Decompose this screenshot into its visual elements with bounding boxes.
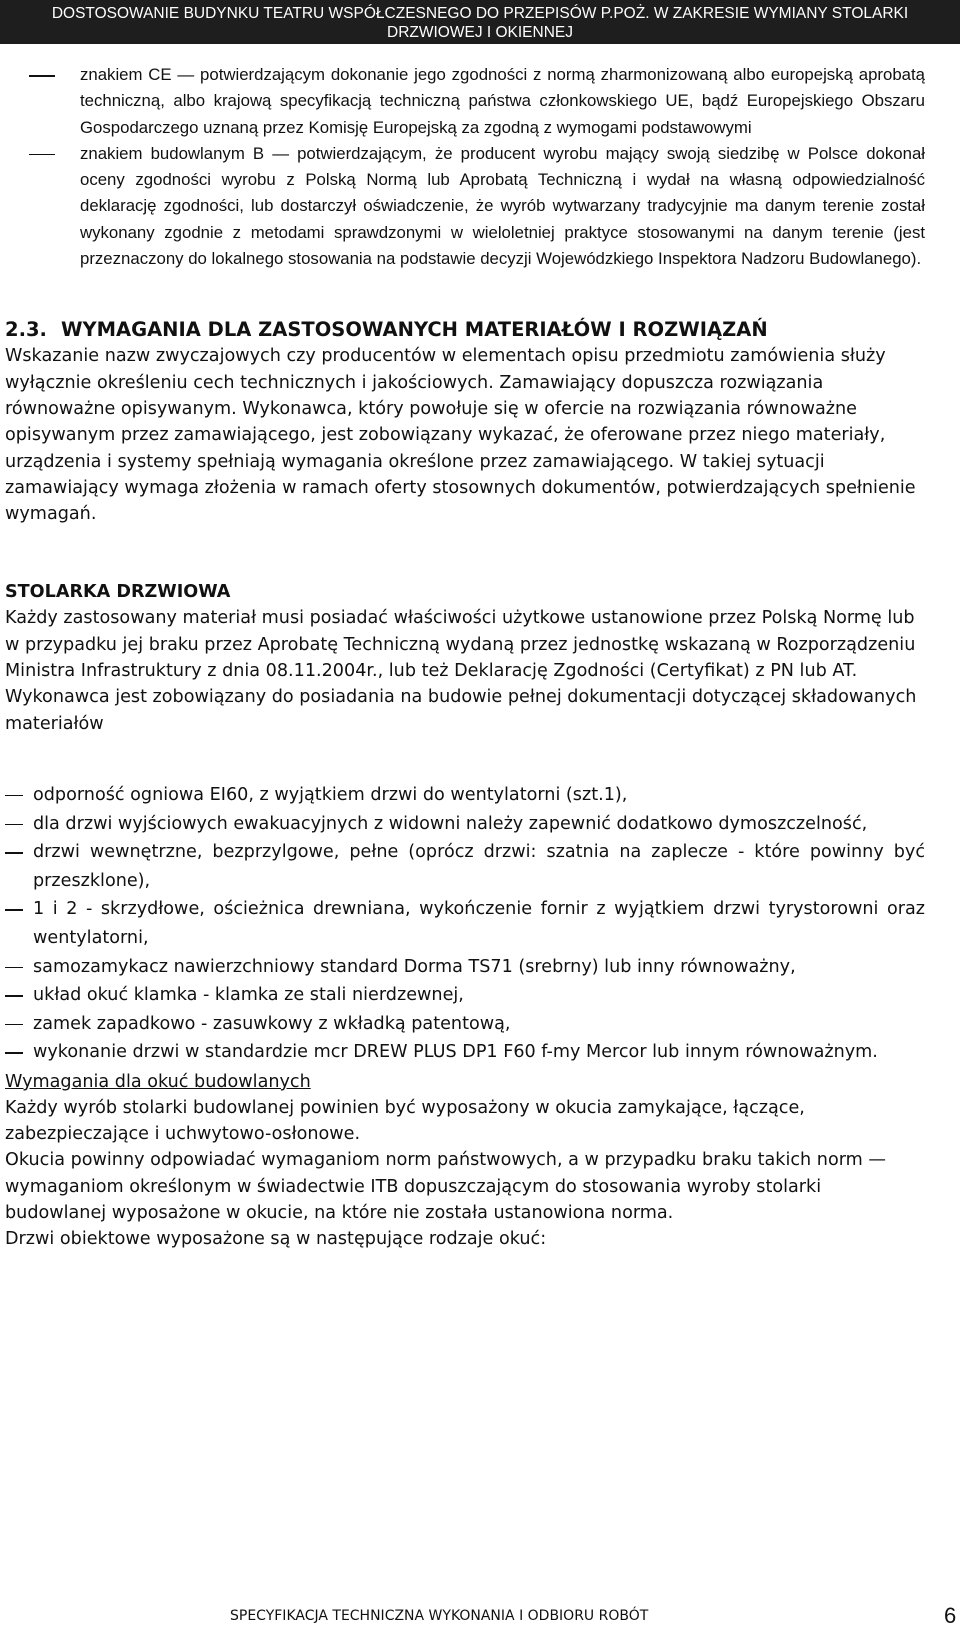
list-item-text: drzwi wewnętrzne, bezprzylgowe, pełne (oprócz drzwi: szatnia na zaplecze - które powinny być przeszklone), [33,842,925,891]
list-item-text: układ okuć klamka - klamka ze stali nierdzewnej, [33,985,464,1006]
okucia-paragraph-3: Drzwi obiektowe wyposażone są w następujące rodzaje okuć: [5,1229,547,1250]
footer-title: SPECYFIKACJA TECHNICZNA WYKONANIA I ODBIORU ROBÓT [230,1608,649,1624]
dash-bullet-icon [5,967,23,969]
okucia-paragraph-2: Okucia powinny odpowiadać wymaganiom norm państwowych, a w przypadku braku takich norm — wymaganiom określonym w świadectwie ITB dopuszczającym do stosowania wyroby stolarki budowlanej wyposażone w okucie, na które nie została ustanowiona norma. [5,1150,886,1224]
stolarka-paragraph-1: Każdy zastosowany materiał musi posiadać właściwości użytkowe ustanowione przez Polską Normę lub w przypadku jej braku przez Aprobatę Techniczną wydaną przez jednostkę wskazaną w Rozporządzeniu Ministra Infrastruktury z dnia 08.11.2004r., lub też Deklarację Zgodności (Certyfikat) z PN lub AT. [5,608,916,682]
list-item-text: dla drzwi wyjściowych ewakuacyjnych z widowni należy zapewnić dodatkowo dymoszczelność, [33,813,868,834]
stolarka-paragraph-2: Wykonawca jest zobowiązany do posiadania na budowie pełnej dokumentacji dotyczącej składowanych materiałów [5,687,917,734]
list-item [5,838,925,895]
dash-bullet-icon [5,795,23,797]
list-item-text: znakiem CE — potwierdzającym dokonanie jego zgodności z normą zharmonizowaną albo europejską aprobatą techniczną, albo krajową specyfikacją techniczną państwa członkowskiego UE, bądź Europejskiego Obszaru Gospodarczego uznaną przez Komisję Europejską za zgodną z wymogami podstawowymi [80,65,925,137]
list-item [5,141,925,272]
list-item-text: wykonanie drzwi w standardzie mcr DREW PLUS DP1 F60 f-my Mercor lub innym równoważnym. [33,1042,878,1063]
list-item [5,895,925,952]
list-item [5,1038,925,1067]
dash-bullet-icon [5,824,23,826]
page-number: 6 [944,1603,957,1628]
dash-bullet-icon [5,1052,23,1054]
dash-bullet-icon [29,75,55,77]
section-paragraph: Wskazanie nazw zwyczajowych czy producentów w elementach opisu przedmiotu zamówienia służy wyłącznie określeniu cech technicznych i jakościowych. Zamawiający dopuszcza rozwiązania równoważne opisywanym. Wykonawca, który powołuje się w ofercie na rozwiązania równoważne opisywanym przez zamawiającego, jest zobowiązany wykazać, że oferowane przez niego materiały, urządzenia i systemy spełniają wymagania określone przez zamawiającego. W takiej sytuacji zamawiający wymaga złożenia w ramach oferty stosownych dokumentów, potwierdzających spełnienie wymagań. [5,346,916,525]
page-content [5,62,925,1253]
document-header [0,0,960,44]
list-item [5,62,925,141]
header-line-2: DRZWIOWEJ I OKIENNEJ [387,24,573,41]
okucia-paragraph-1: Każdy wyrób stolarki budowlanej powinien być wyposażony w okucia zamykające, łączące, zabezpieczające i uchwytowo-osłonowe. [5,1097,805,1145]
section-heading [5,317,925,343]
door-requirements-list [5,781,925,1067]
list-item [5,953,925,982]
section-number: 2.3. [5,318,47,342]
list-item-text: zamek zapadkowo - zasuwkowy z wkładką patentową, [33,1013,511,1034]
list-item [5,781,925,810]
conformity-marks-list [5,62,925,272]
okucia-heading: Wymagania dla okuć budowlanych [5,1071,311,1092]
list-item [5,981,925,1010]
section-title: WYMAGANIA DLA ZASTOSOWANYCH MATERIAŁÓW I ROZWIĄZAŃ [60,318,768,342]
list-item [5,1010,925,1039]
list-item-text: 1 i 2 - skrzydłowe, ościeżnica drewniana, wykończenie fornir z wyjątkiem drzwi tyrystorowni oraz wentylatorni, [33,899,925,948]
dash-bullet-icon [5,852,23,854]
dash-bullet-icon [5,995,23,997]
header-line-1: DOSTOSOWANIE BUDYNKU TEATRU WSPÓŁCZESNEGO DO PRZEPISÓW P.POŻ. W ZAKRESIE WYMIANY STOLARKI [51,5,909,22]
stolarka-heading: STOLARKA DRZWIOWA [5,582,231,603]
dash-bullet-icon [5,1024,23,1026]
list-item-text: odporność ogniowa EI60, z wyjątkiem drzwi do wentylatorni (szt.1), [33,784,628,805]
list-item-text: samozamykacz nawierzchniowy standard Dorma TS71 (srebrny) lub inny równoważny, [33,956,796,977]
dash-bullet-icon [29,154,55,156]
list-item-text: znakiem budowlanym B — potwierdzającym, że producent wyrobu mający swoją siedzibę w Polsce dokonał oceny zgodności wyrobu z Polską Normą lub Aprobatą Techniczną i wydał na własną odpowiedzialność deklarację zgodności, lub dostarczył oświadczenie, że wyrób wytwarzany tradycyjnie ma danym terenie został wykonany zgodnie z metodami sprawdzonymi w wieloletniej praktyce stosowanymi na danym terenie (jest przeznaczony do lokalnego stosowania na podstawie decyzji Wojewódzkiego Inspektora Nadzoru Budowlanego). [80,143,925,269]
dash-bullet-icon [5,909,23,911]
list-item [5,810,925,839]
